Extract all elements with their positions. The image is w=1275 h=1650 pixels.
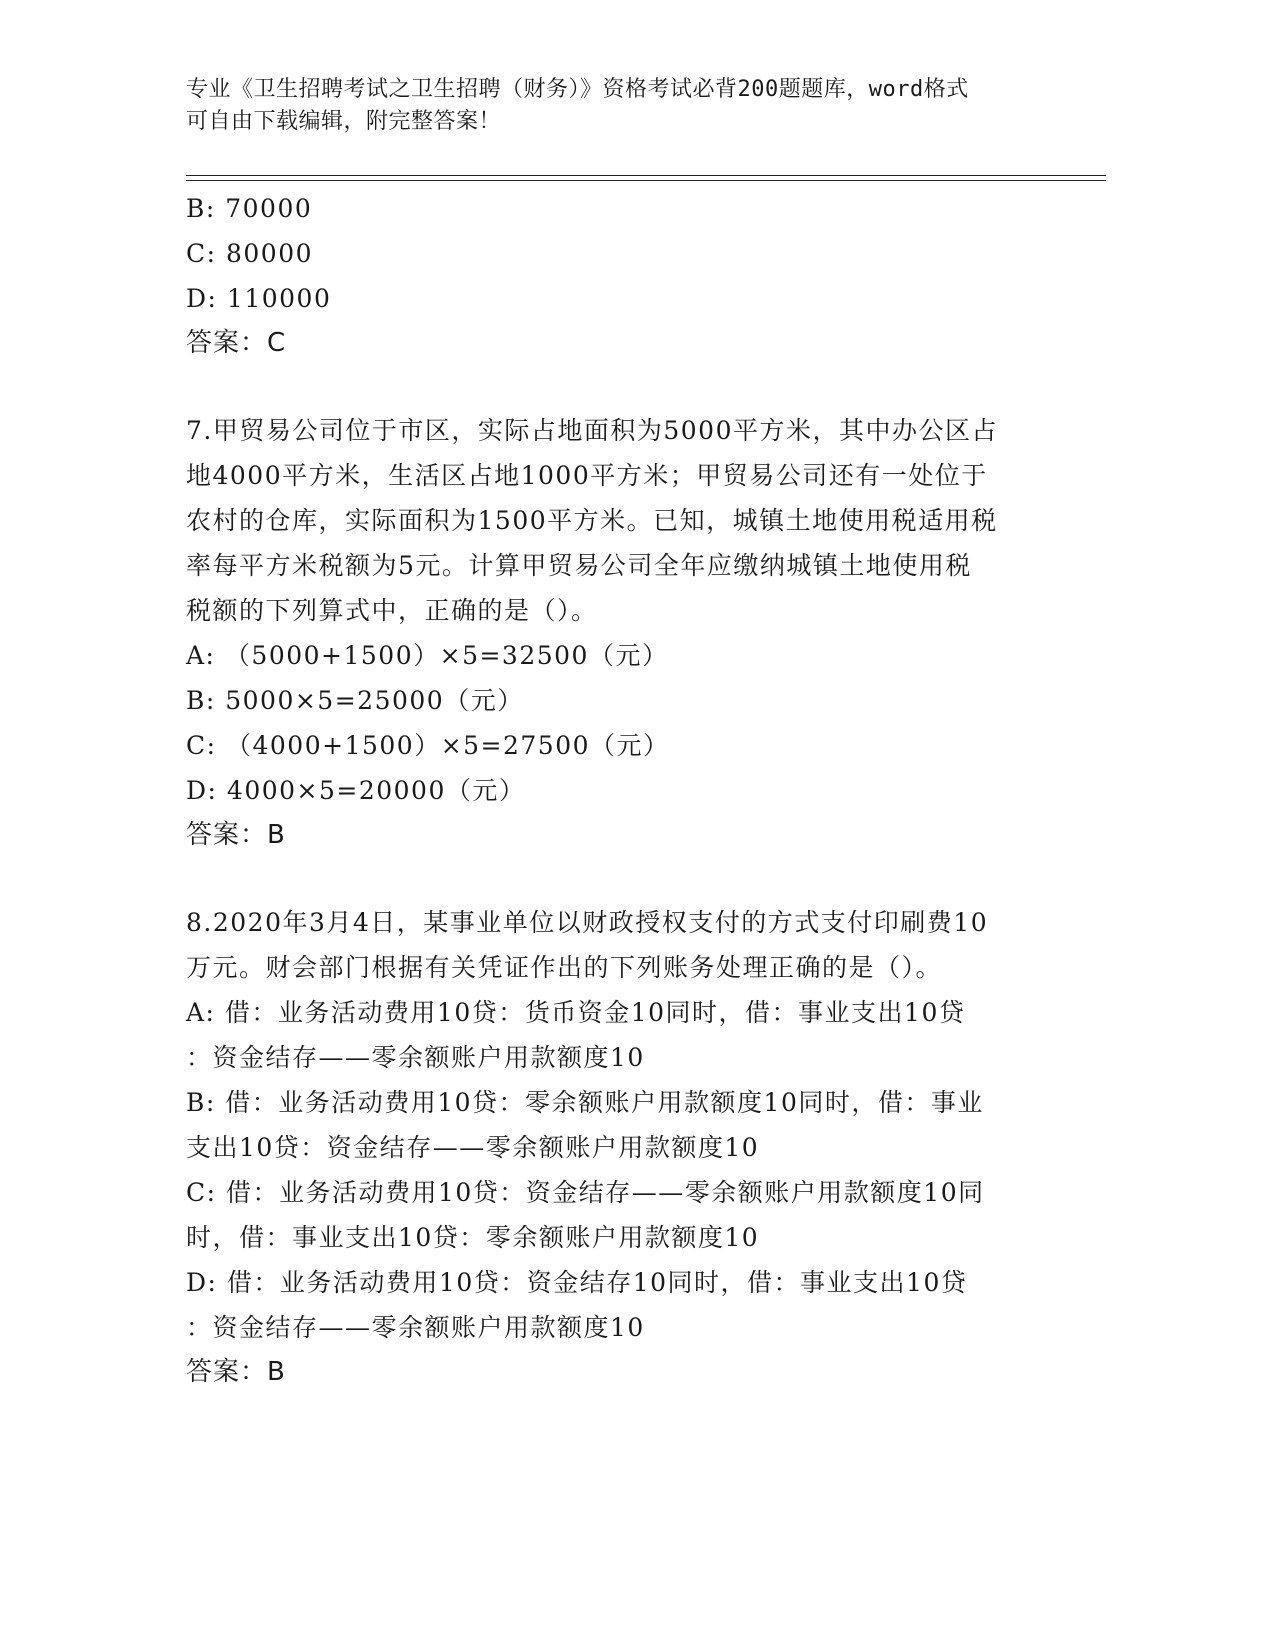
answer: 答案：B [186, 820, 286, 850]
question-stem-line: 率每平方米税额为5元。计算甲贸易公司全年应缴纳城镇土地使用税 [186, 551, 972, 580]
option-d: D: 110000 [186, 284, 332, 313]
option-c: C: 借：业务活动费用10贷：资金结存——零余额账户用款额度10同 [186, 1178, 985, 1207]
option-b: B: 借：业务活动费用10贷：零余额账户用款额度10同时，借：事业 [186, 1088, 984, 1117]
question-stem-line: 8.2020年3月4日，某事业单位以财政授权支付的方式支付印刷费10 [186, 908, 989, 937]
option-d: D: 4000×5=20000（元） [186, 776, 526, 805]
option-d-continued: ：资金结存——零余额账户用款额度10 [186, 1313, 645, 1342]
option-a-continued: ：资金结存——零余额账户用款额度10 [186, 1043, 645, 1072]
page-header [186, 74, 1066, 138]
answer: 答案：B [186, 1357, 286, 1387]
document-body [186, 186, 1086, 1395]
option-c: C: （4000+1500）×5=27500（元） [186, 731, 670, 760]
question-stem-line: 地4000平方米，生活区占地1000平方米；甲贸易公司还有一处位于 [186, 461, 988, 490]
option-b: B: 70000 [186, 194, 313, 223]
question-stem-line: 税额的下列算式中，正确的是（）。 [186, 596, 598, 625]
header-line-1: 专业《卫生招聘考试之卫生招聘（财务）》资格考试必背200题题库，word格式 [186, 77, 969, 102]
question-stem-line: 7.甲贸易公司位于市区，实际占地面积为5000平方米，其中办公区占 [186, 416, 998, 445]
option-a: A: （5000+1500）×5=32500（元） [186, 641, 669, 670]
spacer [186, 858, 1086, 900]
question-6-tail [186, 186, 1086, 366]
answer: 答案：C [186, 328, 287, 358]
option-c: C: 80000 [186, 239, 314, 268]
option-b-continued: 支出10贷：资金结存——零余额账户用款额度10 [186, 1133, 760, 1162]
header-rule-top [186, 175, 1106, 176]
header-rule-bottom [186, 180, 1106, 181]
question-8 [186, 900, 1086, 1395]
header-line-2: 可自由下载编辑，附完整答案！ [186, 109, 502, 134]
option-d: D: 借：业务活动费用10贷：资金结存10同时，借：事业支出10贷 [186, 1268, 968, 1297]
option-b: B: 5000×5=25000（元） [186, 686, 524, 715]
option-a: A: 借：业务活动费用10贷：货币资金10同时，借：事业支出10贷 [186, 998, 966, 1027]
question-stem-line: 农村的仓库，实际面积为1500平方米。已知，城镇土地使用税适用税 [186, 506, 998, 535]
question-7 [186, 408, 1086, 858]
spacer [186, 366, 1086, 408]
option-c-continued: 时，借：事业支出10贷：零余额账户用款额度10 [186, 1223, 760, 1252]
question-stem-line: 万元。财会部门根据有关凭证作出的下列账务处理正确的是（）。 [186, 953, 943, 982]
